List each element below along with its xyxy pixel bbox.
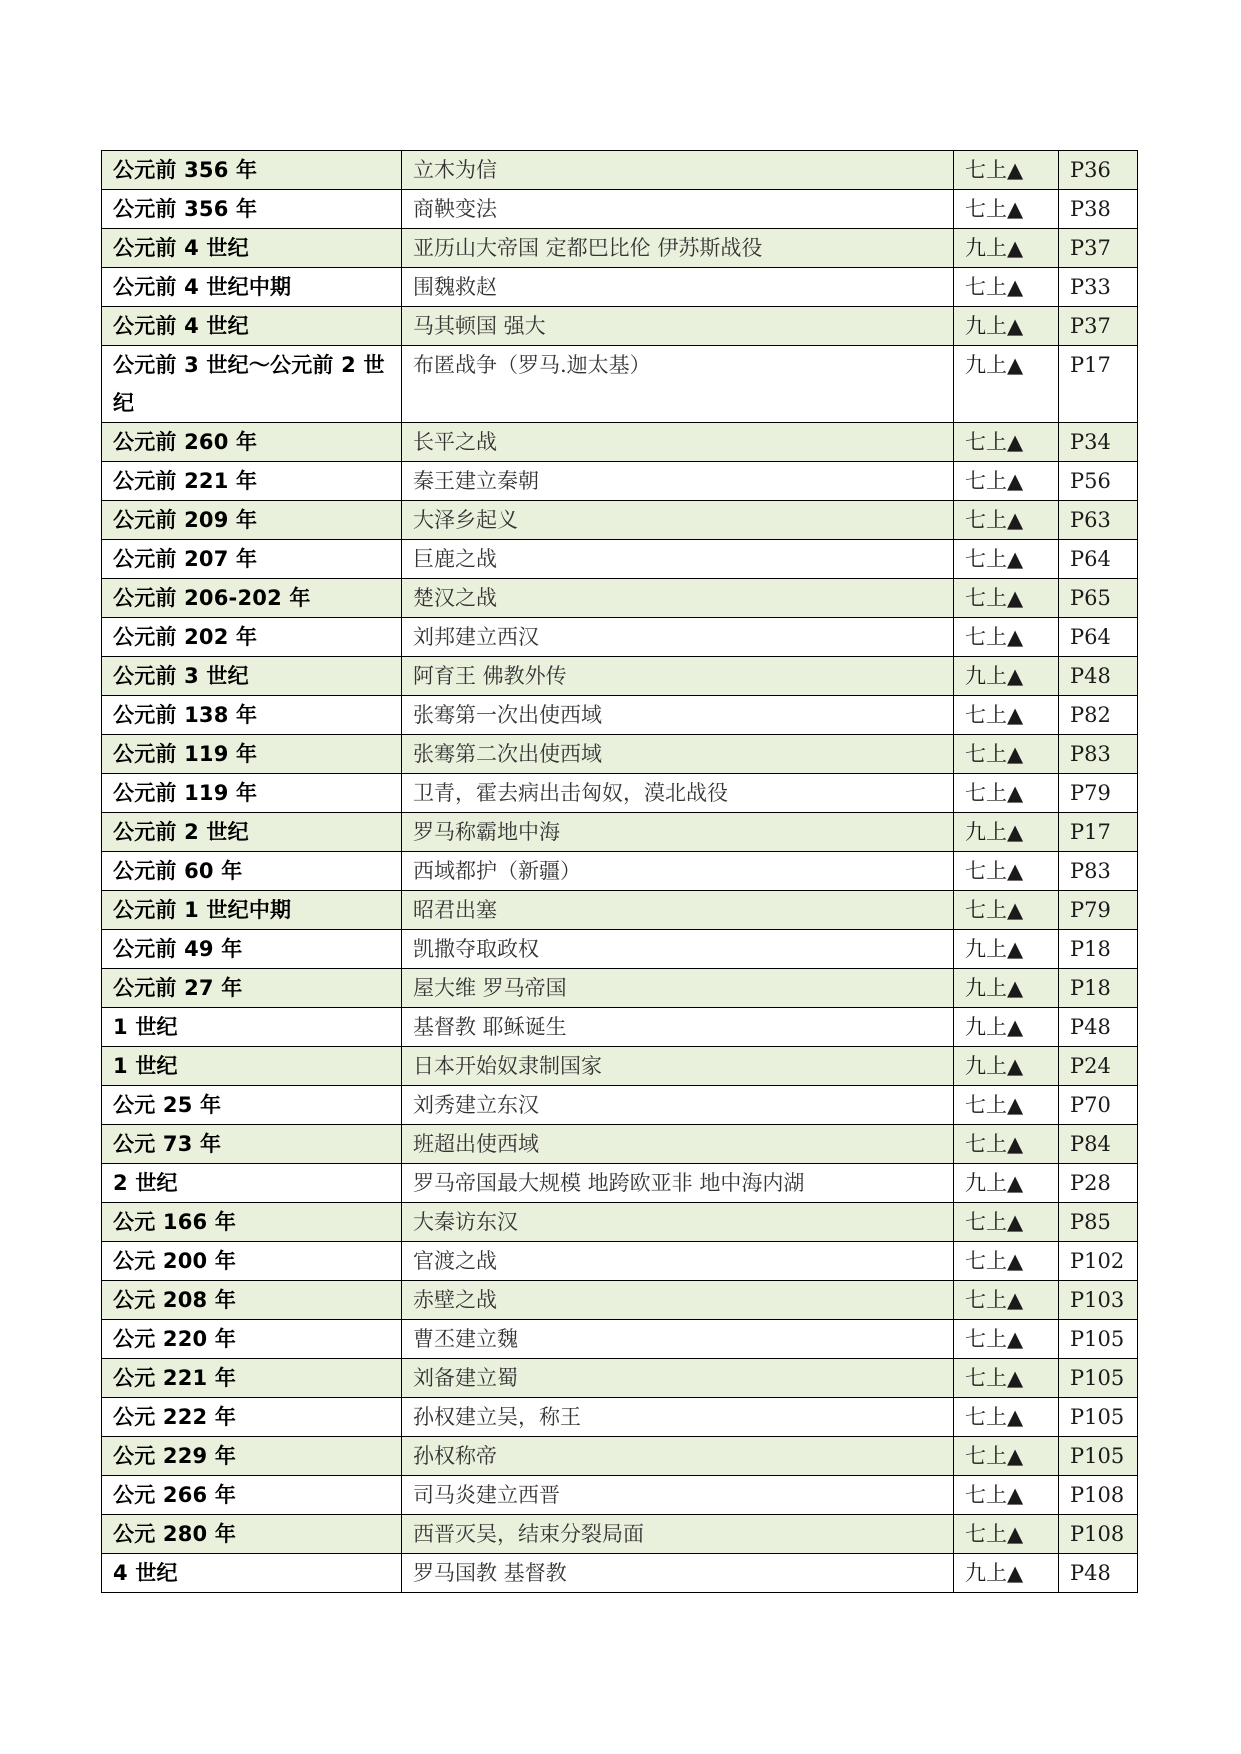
page-cell: P34: [1059, 423, 1138, 462]
event-cell: 屋大维 罗马帝国: [402, 969, 954, 1008]
page-cell: P37: [1059, 307, 1138, 346]
grade-cell: 九上▲: [954, 930, 1059, 969]
date-cell: 公元前 202 年: [102, 618, 402, 657]
date-cell: 1 世纪: [102, 1047, 402, 1086]
grade-cell: 七上▲: [954, 891, 1059, 930]
date-cell: 公元前 3 世纪～公元前 2 世纪: [102, 346, 402, 423]
table-row: [102, 813, 1138, 852]
grade-cell: 七上▲: [954, 1476, 1059, 1515]
date-cell: 公元 222 年: [102, 1398, 402, 1437]
grade-cell: 九上▲: [954, 657, 1059, 696]
date-cell: 公元前 4 世纪中期: [102, 268, 402, 307]
event-cell: 商鞅变法: [402, 190, 954, 229]
table-body: [102, 151, 1138, 1593]
page-cell: P105: [1059, 1320, 1138, 1359]
date-cell: 公元 208 年: [102, 1281, 402, 1320]
date-cell: 公元 200 年: [102, 1242, 402, 1281]
table-row: [102, 501, 1138, 540]
table-row: [102, 657, 1138, 696]
page-cell: P63: [1059, 501, 1138, 540]
table-row: [102, 696, 1138, 735]
grade-cell: 九上▲: [954, 307, 1059, 346]
page-cell: P38: [1059, 190, 1138, 229]
grade-cell: 七上▲: [954, 1281, 1059, 1320]
grade-cell: 九上▲: [954, 1554, 1059, 1593]
date-cell: 公元前 206-202 年: [102, 579, 402, 618]
date-cell: 公元前 49 年: [102, 930, 402, 969]
table-row: [102, 618, 1138, 657]
grade-cell: 七上▲: [954, 1320, 1059, 1359]
page-cell: P105: [1059, 1359, 1138, 1398]
grade-cell: 七上▲: [954, 501, 1059, 540]
page-cell: P28: [1059, 1164, 1138, 1203]
table-row: [102, 1008, 1138, 1047]
date-cell: 公元前 356 年: [102, 151, 402, 190]
date-cell: 公元前 138 年: [102, 696, 402, 735]
date-cell: 公元 25 年: [102, 1086, 402, 1125]
page-cell: P24: [1059, 1047, 1138, 1086]
event-cell: 昭君出塞: [402, 891, 954, 930]
event-cell: 孙权称帝: [402, 1437, 954, 1476]
table-row: [102, 930, 1138, 969]
date-cell: 公元 266 年: [102, 1476, 402, 1515]
table-row: [102, 1476, 1138, 1515]
page-cell: P105: [1059, 1398, 1138, 1437]
date-cell: 2 世纪: [102, 1164, 402, 1203]
date-cell: 公元前 4 世纪: [102, 307, 402, 346]
date-cell: 4 世纪: [102, 1554, 402, 1593]
history-timeline-table: [101, 150, 1138, 1593]
grade-cell: 九上▲: [954, 969, 1059, 1008]
page-cell: P102: [1059, 1242, 1138, 1281]
date-cell: 公元前 260 年: [102, 423, 402, 462]
date-cell: 1 世纪: [102, 1008, 402, 1047]
event-cell: 长平之战: [402, 423, 954, 462]
event-cell: 班超出使西域: [402, 1125, 954, 1164]
table-row: [102, 307, 1138, 346]
event-cell: 罗马帝国最大规模 地跨欧亚非 地中海内湖: [402, 1164, 954, 1203]
page-cell: P108: [1059, 1476, 1138, 1515]
date-cell: 公元前 221 年: [102, 462, 402, 501]
date-cell: 公元前 27 年: [102, 969, 402, 1008]
event-cell: 刘秀建立东汉: [402, 1086, 954, 1125]
date-cell: 公元前 2 世纪: [102, 813, 402, 852]
event-cell: 大秦访东汉: [402, 1203, 954, 1242]
date-cell: 公元 221 年: [102, 1359, 402, 1398]
table-row: [102, 969, 1138, 1008]
event-cell: 布匿战争（罗马.迦太基）: [402, 346, 954, 423]
grade-cell: 九上▲: [954, 1164, 1059, 1203]
event-cell: 赤壁之战: [402, 1281, 954, 1320]
page-cell: P103: [1059, 1281, 1138, 1320]
page-cell: P48: [1059, 1008, 1138, 1047]
table-row: [102, 579, 1138, 618]
page-cell: P64: [1059, 618, 1138, 657]
event-cell: 刘备建立蜀: [402, 1359, 954, 1398]
event-cell: 官渡之战: [402, 1242, 954, 1281]
table-row: [102, 1359, 1138, 1398]
grade-cell: 九上▲: [954, 1047, 1059, 1086]
page-cell: P84: [1059, 1125, 1138, 1164]
table-row: [102, 346, 1138, 423]
event-cell: 张骞第二次出使西域: [402, 735, 954, 774]
page-cell: P37: [1059, 229, 1138, 268]
page-cell: P83: [1059, 735, 1138, 774]
page-cell: P17: [1059, 813, 1138, 852]
table-row: [102, 151, 1138, 190]
event-cell: 罗马国教 基督教: [402, 1554, 954, 1593]
event-cell: 卫青，霍去病出击匈奴，漠北战役: [402, 774, 954, 813]
table-row: [102, 423, 1138, 462]
event-cell: 司马炎建立西晋: [402, 1476, 954, 1515]
date-cell: 公元前 60 年: [102, 852, 402, 891]
page-cell: P33: [1059, 268, 1138, 307]
grade-cell: 七上▲: [954, 268, 1059, 307]
date-cell: 公元前 356 年: [102, 190, 402, 229]
grade-cell: 七上▲: [954, 696, 1059, 735]
grade-cell: 七上▲: [954, 462, 1059, 501]
page-cell: P79: [1059, 774, 1138, 813]
table-row: [102, 1164, 1138, 1203]
table-row: [102, 268, 1138, 307]
grade-cell: 七上▲: [954, 1242, 1059, 1281]
table-row: [102, 190, 1138, 229]
page-cell: P105: [1059, 1437, 1138, 1476]
date-cell: 公元 73 年: [102, 1125, 402, 1164]
table-row: [102, 1515, 1138, 1554]
grade-cell: 九上▲: [954, 346, 1059, 423]
grade-cell: 九上▲: [954, 229, 1059, 268]
date-cell: 公元 229 年: [102, 1437, 402, 1476]
page-cell: P48: [1059, 1554, 1138, 1593]
page-cell: P70: [1059, 1086, 1138, 1125]
page-cell: P18: [1059, 930, 1138, 969]
date-cell: 公元前 4 世纪: [102, 229, 402, 268]
table-row: [102, 1125, 1138, 1164]
table-row: [102, 891, 1138, 930]
date-cell: 公元前 119 年: [102, 774, 402, 813]
grade-cell: 七上▲: [954, 618, 1059, 657]
date-cell: 公元前 3 世纪: [102, 657, 402, 696]
grade-cell: 七上▲: [954, 1359, 1059, 1398]
event-cell: 凯撒夺取政权: [402, 930, 954, 969]
table-row: [102, 1086, 1138, 1125]
grade-cell: 七上▲: [954, 1086, 1059, 1125]
event-cell: 巨鹿之战: [402, 540, 954, 579]
date-cell: 公元 220 年: [102, 1320, 402, 1359]
page-cell: P79: [1059, 891, 1138, 930]
grade-cell: 七上▲: [954, 735, 1059, 774]
date-cell: 公元 280 年: [102, 1515, 402, 1554]
date-cell: 公元前 1 世纪中期: [102, 891, 402, 930]
table-row: [102, 1320, 1138, 1359]
page-cell: P82: [1059, 696, 1138, 735]
page-cell: P65: [1059, 579, 1138, 618]
grade-cell: 九上▲: [954, 813, 1059, 852]
event-cell: 亚历山大帝国 定都巴比伦 伊苏斯战役: [402, 229, 954, 268]
event-cell: 张骞第一次出使西域: [402, 696, 954, 735]
page-cell: P83: [1059, 852, 1138, 891]
event-cell: 大泽乡起义: [402, 501, 954, 540]
table-row: [102, 852, 1138, 891]
page-cell: P48: [1059, 657, 1138, 696]
table-row: [102, 1242, 1138, 1281]
page-cell: P108: [1059, 1515, 1138, 1554]
event-cell: 基督教 耶稣诞生: [402, 1008, 954, 1047]
grade-cell: 七上▲: [954, 852, 1059, 891]
event-cell: 日本开始奴隶制国家: [402, 1047, 954, 1086]
table-row: [102, 1554, 1138, 1593]
page-cell: P18: [1059, 969, 1138, 1008]
grade-cell: 七上▲: [954, 774, 1059, 813]
table-row: [102, 1047, 1138, 1086]
table-row: [102, 774, 1138, 813]
grade-cell: 七上▲: [954, 151, 1059, 190]
table-row: [102, 735, 1138, 774]
grade-cell: 七上▲: [954, 190, 1059, 229]
page-cell: P36: [1059, 151, 1138, 190]
event-cell: 阿育王 佛教外传: [402, 657, 954, 696]
grade-cell: 七上▲: [954, 579, 1059, 618]
table-row: [102, 1398, 1138, 1437]
date-cell: 公元前 119 年: [102, 735, 402, 774]
table-row: [102, 540, 1138, 579]
page-cell: P56: [1059, 462, 1138, 501]
grade-cell: 七上▲: [954, 1515, 1059, 1554]
table-row: [102, 1437, 1138, 1476]
table-row: [102, 1203, 1138, 1242]
date-cell: 公元前 207 年: [102, 540, 402, 579]
table-row: [102, 229, 1138, 268]
date-cell: 公元前 209 年: [102, 501, 402, 540]
grade-cell: 七上▲: [954, 1125, 1059, 1164]
event-cell: 围魏救赵: [402, 268, 954, 307]
grade-cell: 七上▲: [954, 423, 1059, 462]
grade-cell: 九上▲: [954, 1008, 1059, 1047]
event-cell: 楚汉之战: [402, 579, 954, 618]
table-row: [102, 462, 1138, 501]
event-cell: 西域都护（新疆）: [402, 852, 954, 891]
event-cell: 西晋灭吴，结束分裂局面: [402, 1515, 954, 1554]
grade-cell: 七上▲: [954, 540, 1059, 579]
date-cell: 公元 166 年: [102, 1203, 402, 1242]
event-cell: 罗马称霸地中海: [402, 813, 954, 852]
event-cell: 立木为信: [402, 151, 954, 190]
grade-cell: 七上▲: [954, 1437, 1059, 1476]
event-cell: 曹丕建立魏: [402, 1320, 954, 1359]
grade-cell: 七上▲: [954, 1203, 1059, 1242]
page-cell: P85: [1059, 1203, 1138, 1242]
event-cell: 孙权建立吴，称王: [402, 1398, 954, 1437]
event-cell: 马其顿国 强大: [402, 307, 954, 346]
page-cell: P17: [1059, 346, 1138, 423]
grade-cell: 七上▲: [954, 1398, 1059, 1437]
event-cell: 秦王建立秦朝: [402, 462, 954, 501]
event-cell: 刘邦建立西汉: [402, 618, 954, 657]
table-row: [102, 1281, 1138, 1320]
page-cell: P64: [1059, 540, 1138, 579]
